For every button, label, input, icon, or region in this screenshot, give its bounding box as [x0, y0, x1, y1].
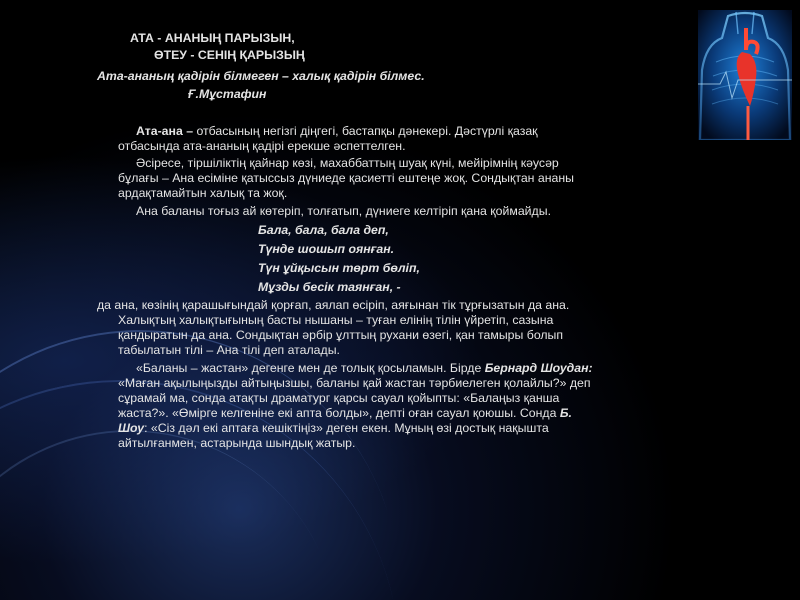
paragraph-3-line-1: Ана баланы тоғыз ай көтеріп, толғатып, дүниеге келтіріп қана қоймайды.	[136, 204, 551, 218]
paragraph-5-line-2: «Маған ақылыңызды айтыңызшы, баланы қай жастан тәрбиелеген қолайлы?» деп	[118, 376, 591, 390]
poem-line-4: Мұзды бесік таянған, -	[258, 280, 401, 294]
poem-line-3: Түн ұйқысын төрт бөліп,	[258, 261, 420, 275]
epigraph-author: Ғ.Мұстафин	[188, 87, 267, 101]
paragraph-5-line-1: «Баланы – жастан» дегенге мен де толық қосыламын. Бірде Бернард Шоудан:	[136, 361, 593, 375]
paragraph-1-line-2: отбасында ата-ананың қадірі ерекше әспеттелген.	[118, 139, 406, 153]
poem-line-2: Түнде шошып оянған.	[258, 242, 395, 256]
paragraph-4-line-2: Халықтың халықтығының басты нышаны – туған елінің тілін үйретіп, сазына	[118, 313, 554, 327]
paragraph-1-lead: Ата-ана –	[136, 124, 194, 138]
title-line-1: АТА - АНАНЫҢ ПАРЫЗЫН,	[130, 31, 295, 45]
title-line-2: ӨТЕУ - СЕНІҢ ҚАРЫЗЫҢ	[154, 48, 305, 62]
paragraph-4-line-4: табылатын тілі – Ана тілі деп аталады.	[118, 343, 340, 357]
epigraph: Ата-ананың қадірін білмеген – халық қадірін білмес.	[97, 69, 425, 83]
paragraph-4-line-3: қандыратын да ана. Сондықтан әрбір ұлттың рухани өзегі, қан тамыры болып	[118, 328, 564, 342]
paragraph-2-line-2: бұлағы – Ана есіміне қатыссыз дүниеде қасиетті ештеңе жоқ. Сондықтан ананы	[118, 171, 574, 185]
paragraph-2-line-3: ардақтамайтын халық та жоқ.	[118, 186, 288, 200]
shaw-initial: Б.	[559, 406, 572, 420]
shaw-surname: Шоу	[118, 421, 145, 435]
bernard-shaw-name: Бернард Шоудан:	[484, 361, 593, 375]
paragraph-5-line-4: жаста?». «Өмірге келгеніне екі апта болды», депті оған сауал қоюшы. Сонда Б.	[118, 406, 572, 420]
paragraph-5-line-5: Шоу: «Сіз дәл екі аптаға кешіктіңіз» деген екен. Мұның өзі достық нақышта	[118, 421, 549, 435]
paragraph-4-line-1: да ана, көзінің қарашығындай қорғап, аялап өсіріп, аяғынан тік тұрғызатын да ана.	[97, 298, 570, 312]
poem-line-1: Бала, бала, бала деп,	[258, 223, 389, 237]
paragraph-5-line-3: сұрамай ма, сонда атақты драматург қарсы сауал қойыпты: «Балаңыз қанша	[118, 391, 560, 405]
paragraph-2-line-1: Әсіресе, тіршіліктің қайнар көзі, махаббаттың шуақ күні, мейірімнің кәусәр	[136, 156, 559, 170]
paragraph-5-line-6: айтылғанмен, астарында шындық жатыр.	[118, 436, 356, 450]
paragraph-1-line-1: Ата-ана – отбасының негізгі діңгегі, бастапқы дәнекері. Дәстүрлі қазақ	[136, 124, 538, 138]
